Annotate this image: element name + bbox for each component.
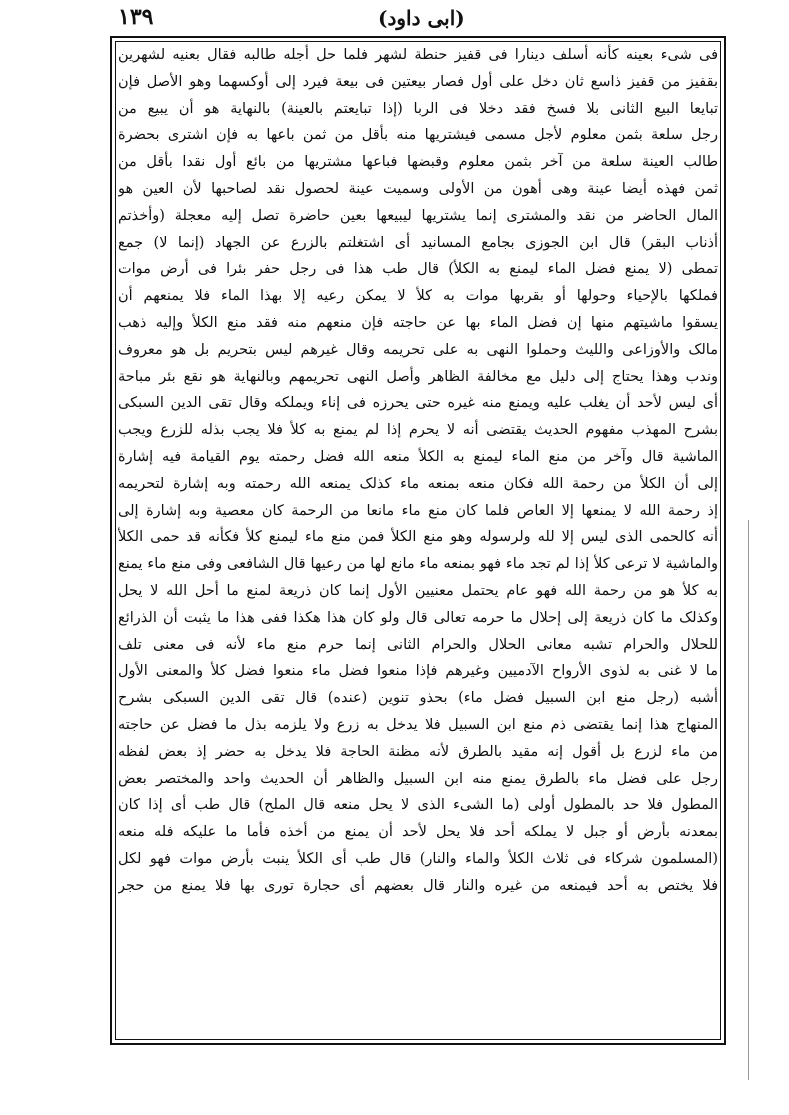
text-line: بشرح المهذب مفهوم الحدیث یقتضی أنه لا یحرم إذا لم یمنع به کلأ فلا یجب بذله للزرع ویجب bbox=[118, 422, 718, 439]
text-line: الماشیة قال وآخر من منع الماء لیمنع به الکلأ منعه الله فضل رحمته یوم القیامة فیه إشارة bbox=[118, 448, 718, 465]
text-line: وندب وهذا یحتاج إلی دلیل مع مخالفة الظاهر وأصل النهی تحریمهم وبالنهایة هو نقع بئر مباحة bbox=[118, 368, 718, 385]
text-line: بمعدنه بأرض أو جبل لا یملکه أحد فلا یحل لأحد أن یمنع من أخذه فأما ما علیکه فله منعه bbox=[118, 824, 718, 841]
text-line: والماشیة لا ترعی کلأ إذا لم تجد ماء فهو بمنعه ماء مانع لها من رعیها قال الشافعی وفی منع ماء یمنع bbox=[118, 556, 718, 573]
text-line: فملکها بالإحیاء وحولها أو بقربها موات به کلأ لا یمکن رعیه إلا بهذا الماء فلا یمنعهم أن bbox=[118, 288, 718, 305]
text-line: أی لیس لأحد أن یغلب علیه ویمنع منه غیره حتی یحرزه فی إناء ویملکه وقال تقی الدین السبکی bbox=[118, 395, 718, 412]
text-line: تبایعا البیع الثانی بلا فسخ فقد دخلا فی الربا (إذا تبایعتم بالعینة) بالنهایة هو أن یبیع من bbox=[118, 100, 718, 117]
text-line: رجل علی فضل ماء بالطرق یمنع منه ابن السبیل والظاهر أن الحدیث واحد والمختصر بعض bbox=[118, 770, 718, 787]
text-line: إلی أن الکلأ من رحمة الله فکان منعه بمنعه ماء کذلک یمنعه الله رحمته وبه إشارة لتحریمه bbox=[118, 475, 718, 492]
text-line: من ماء لزرع بل أقول إنه مقید بالطرق لأنه مظنة الحاجة فلا یدخل به حضر إذ بعض لفظه bbox=[118, 743, 718, 760]
margin-rule bbox=[748, 520, 749, 1080]
body-text bbox=[118, 42, 718, 900]
text-line: بقفیز من قفیز ذاسع ثان دخل علی أول فصار بیعتین فی بیعة فیرد إلی أوکسهما وهو الأصل فإن bbox=[118, 73, 718, 90]
page-number: ١٣٩ bbox=[118, 4, 154, 30]
text-line: فی شیء بعینه کأنه أسلف دینارا فی قفیز حنطة لشهر فلما حل أجله طالبه فقال بعنیه لشهرین bbox=[118, 47, 718, 63]
text-line: ثمن فهذه أیضا عینة وهی أهون من الأولی وسمیت عینة لحصول نقد لصاحبها لأن العین هو bbox=[118, 180, 718, 197]
text-line: المنهاج هذا إنما یقتضی ذم منع ابن السبیل فلا یدخل به زرع ولا یلزمه بذل ما فضل عن حاجته bbox=[118, 716, 718, 733]
text-line: رجل سلعة بثمن معلوم لأجل مسمی فیشتریها منه بأقل من ثمن باعها به فإن اشتری بحضرة bbox=[118, 127, 718, 144]
text-line: إذ رحمة الله لا یمنعها إلا العاص فلما کان منع ماء مانعا من الرحمة کان معصیة وبه إشارة إلی bbox=[118, 502, 718, 519]
text-line: یسقوا ماشیتهم منها إن فضل الماء بها عن حاجته فإن منعهم منه فقد منع الکلأ وإلیه ذهب bbox=[118, 314, 718, 331]
text-line: فلا یختص به أحد فیمنعه من غیره والنار قال بعضهم أی حجارة توری بها فلا یمنع من حجر bbox=[118, 877, 718, 894]
text-line: المال الحاضر من نقد والمشتری إنما یشتریها لیبیعها بعین حاضرة تصل إلیه معجلة (وأخذتم bbox=[118, 207, 718, 224]
text-line: به کلأ هو من رحمة الله فهو عام یحتمل معنیین الأول إنما کان ذریعة لمنع ما أحل الله لا یحل bbox=[118, 582, 718, 599]
text-line: أشبه (رجل منع ابن السبیل فضل ماء) بحذو تنوین (عنده) قال تقی الدین السبکی بشرح bbox=[118, 690, 718, 707]
text-line: (المسلمون شرکاء فی ثلاث الکلأ والماء والنار) قال طب أی الکلأ ینبت بأرض موات فهو لکل bbox=[118, 850, 718, 867]
text-line: أذناب البقر) قال ابن الجوزی بجامع المسانید أی اشتغلتم بالزرع عن الجهاد (إنما لا) جمع bbox=[118, 234, 718, 251]
text-line: ما لا غنی به لذوی الأرواح الآدمیین وغیرهم فإذا منعوا فضل ماء منعوا فضل کلأ والمعنی الأول bbox=[118, 663, 718, 680]
text-line: أنه کالحمی الذی لیس إلا لله ولرسوله وهو منع الکلأ فمن منع ماء لیمنع کلأ فکأنه قد حمی الکلأ bbox=[118, 529, 718, 546]
text-line: طالب العینة سلعة من آخر بثمن معلوم وقبضها فباعها مشتریها من بائع أول نقدا بأقل من bbox=[118, 154, 718, 171]
text-line: للحلال والحرام تشبه معانی الحلال والحرام الثانی إنما حرم منع ماء لأنه فی معنی تلف bbox=[118, 636, 718, 653]
running-head: (ابی داود) bbox=[378, 6, 465, 30]
text-line: مالک والأوزاعی واللیث وحملوا النهی به علی تحریمه وقال غیرهم لیس بتحریم بل هو معروف bbox=[118, 341, 718, 358]
text-line: تمطی (لا یمنع فضل الماء لیمنع به الکلأ) قال طب هذا فی رجل حفر بئرا فی أرض موات bbox=[118, 261, 718, 278]
text-frame bbox=[110, 36, 726, 1045]
text-line: المطول فلا حد بالمطول أولی (ما الشیء الذی لا یحل منعه قال الملح) قال طب أی إذا کان bbox=[118, 797, 718, 814]
text-line: وکذلک ما کان ذریعة إلی إحلال ما حرمه تعالی قال ولو کان هذا هکذا ففی هذا ما یثبت أن الذرائع bbox=[118, 609, 718, 626]
